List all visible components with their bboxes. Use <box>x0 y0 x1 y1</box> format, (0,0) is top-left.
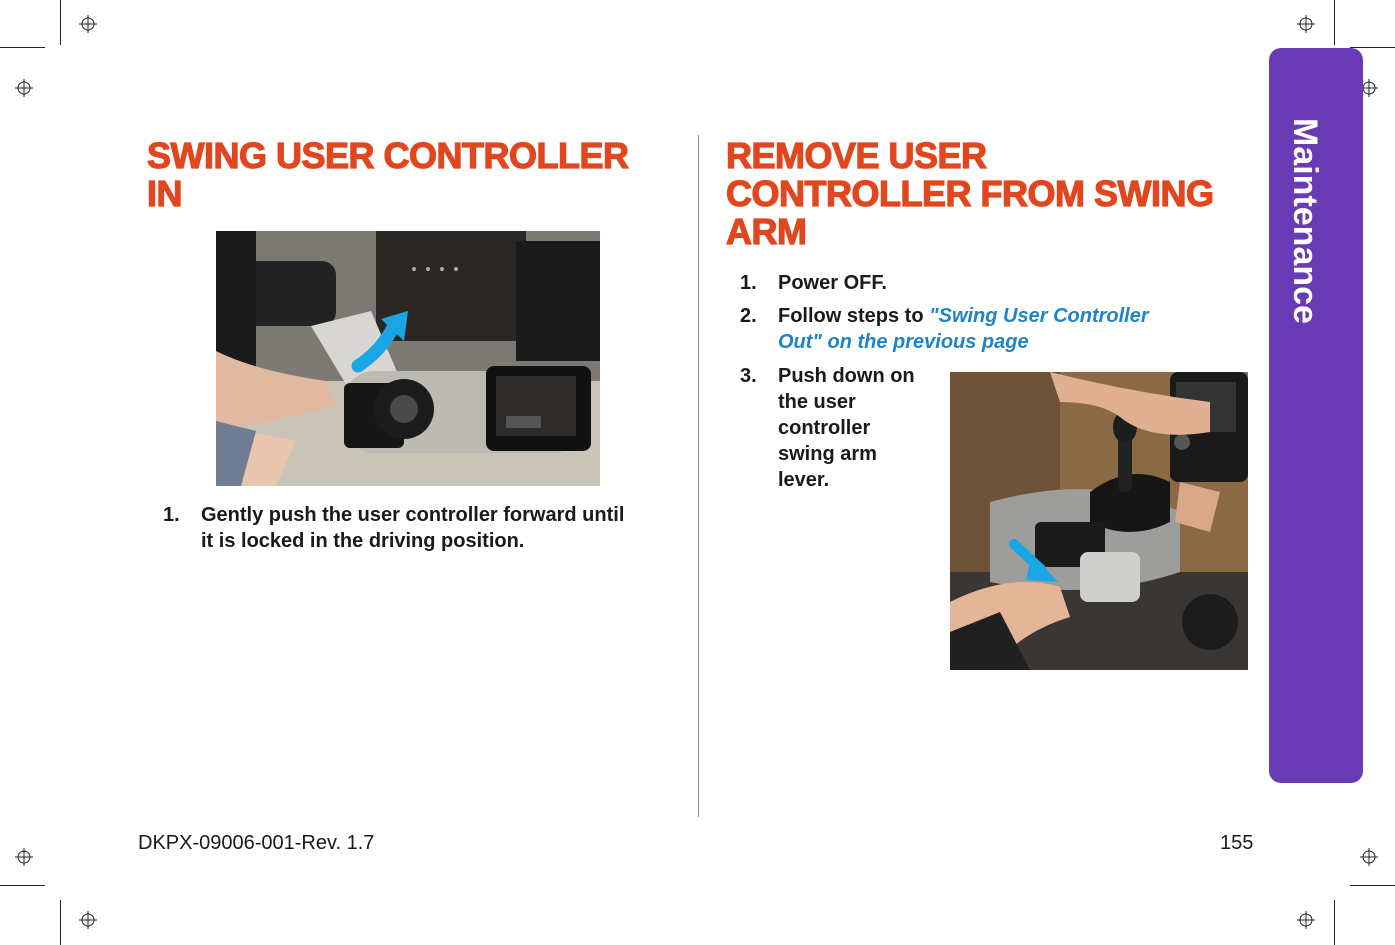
crop-mark <box>1350 885 1395 886</box>
column-divider <box>698 135 699 817</box>
crop-mark <box>1350 47 1395 48</box>
crop-mark <box>0 47 45 48</box>
crop-mark <box>1334 900 1335 945</box>
cross-reference-link[interactable]: "Swing User Controller Out" on the previous page <box>778 305 1149 353</box>
crop-mark <box>60 0 61 45</box>
right-section-title: REMOVE USER CONTROLLER FROM SWING ARM <box>726 135 1214 252</box>
swing-arm-lever-photo <box>950 372 1248 670</box>
page-number: 155 <box>1220 832 1254 854</box>
swing-controller-in-photo <box>216 231 600 486</box>
photo-illustration <box>950 372 1248 670</box>
registration-mark-icon <box>1297 15 1315 33</box>
photo-illustration <box>216 231 600 486</box>
registration-mark-icon <box>79 911 97 929</box>
crop-mark <box>0 885 45 886</box>
registration-mark-icon <box>79 15 97 33</box>
registration-mark-icon <box>15 848 33 866</box>
registration-mark-icon <box>1297 911 1315 929</box>
left-step-1-text: Gently push the user controller forward until it is locked in the driving position. <box>201 504 625 552</box>
crop-mark <box>60 900 61 945</box>
crop-mark <box>1334 0 1335 45</box>
left-section-title: SWING USER CONTROLLER IN <box>147 135 629 214</box>
registration-mark-icon <box>15 79 33 97</box>
registration-mark-icon <box>1360 848 1378 866</box>
document-id: DKPX-09006-001-Rev. 1.7 <box>138 832 375 854</box>
section-tab-label: Maintenance <box>1286 118 1324 324</box>
